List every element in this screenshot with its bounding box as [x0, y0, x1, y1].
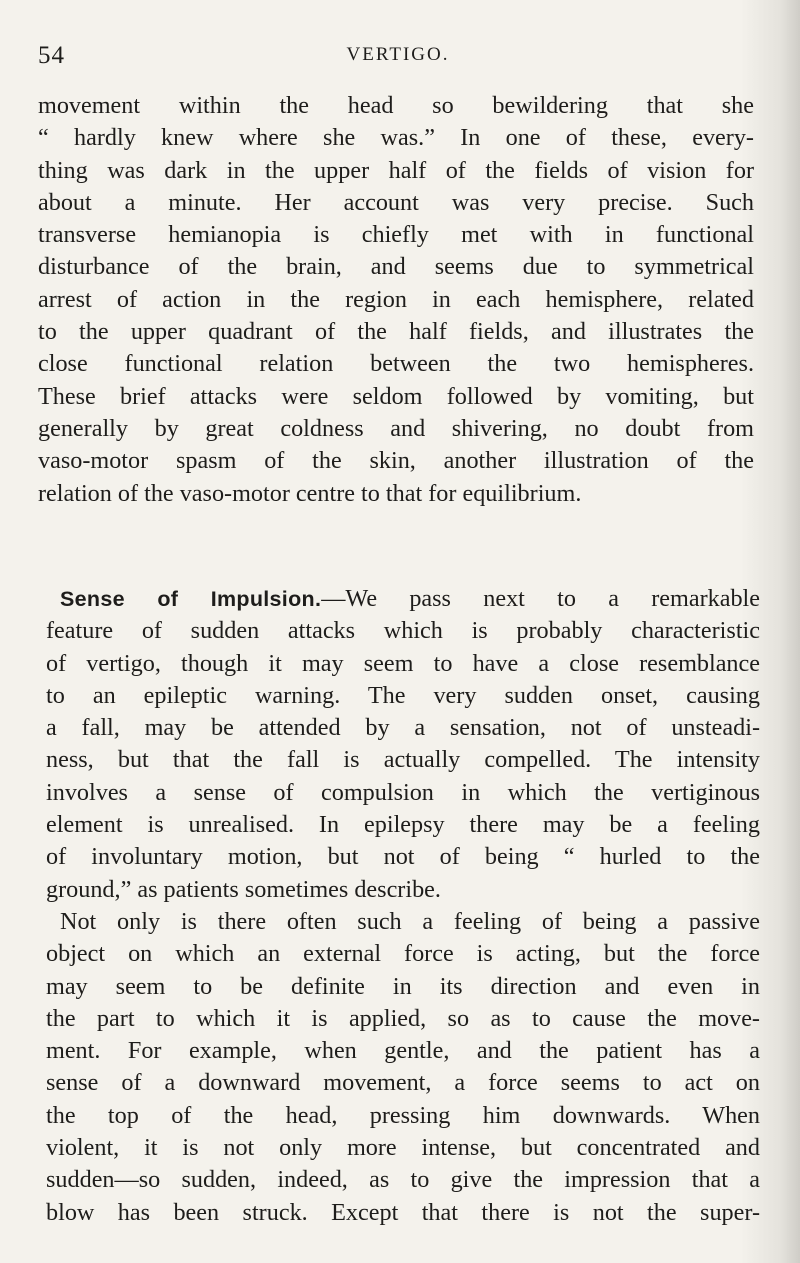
text-line: the part to which it is applied, so as to cause the move- — [46, 1004, 760, 1032]
text-line: movement within the head so bewildering that she — [38, 92, 754, 119]
text-line: may seem to be definite in its direction and even in — [46, 972, 760, 1000]
text-line: sense of a downward movement, a force seems to act on — [46, 1069, 760, 1097]
section-first-line — [46, 583, 760, 615]
text-line: ment. For example, when gentle, and the patient has a — [46, 1037, 760, 1065]
section-sense-of-impulsion — [46, 583, 760, 1229]
running-title: VERTIGO. — [346, 44, 450, 65]
text-line: ground,” as patients sometimes describe. — [46, 875, 441, 903]
text-line: a fall, may be attended by a sensation, not of unsteadi- — [46, 714, 760, 742]
text-line: vaso-motor spasm of the skin, another illustration of the — [38, 447, 754, 475]
text-line: “ hardly knew where she was.” In one of these, every- — [38, 124, 754, 152]
text-line: arrest of action in the region in each hemisphere, related — [38, 285, 754, 313]
paragraph-continued — [38, 90, 754, 510]
text-line: transverse hemianopia is chiefly met with in functional — [38, 221, 754, 249]
text-line: of involuntary motion, but not of being “ hurled to the — [46, 843, 760, 871]
text-line: These brief attacks were seldom followed by vomiting, but — [38, 382, 754, 410]
page-header — [38, 42, 758, 76]
text-line: feature of sudden attacks which is probably characteristic — [46, 617, 760, 645]
text-line: generally by great coldness and shivering, no doubt from — [38, 414, 754, 442]
text-line: thing was dark in the upper half of the fields of vision for — [38, 156, 754, 184]
text-line: the top of the head, pressing him downwards. When — [46, 1101, 760, 1129]
text-line: relation of the vaso-motor centre to that for equilibrium. — [38, 479, 582, 507]
page-number: 54 — [38, 42, 65, 69]
text-line: blow has been struck. Except that there is not the super- — [46, 1198, 760, 1226]
text-line: sudden—so sudden, indeed, as to give the impression that a — [46, 1166, 760, 1194]
text-line: object on which an external force is acting, but the force — [46, 940, 760, 968]
section-first-line-text: —We pass next to a remarkable — [321, 585, 760, 612]
text-line: Not only is there often such a feeling of being a passive — [60, 907, 760, 935]
text-line: violent, it is not only more intense, but concentrated and — [46, 1134, 760, 1162]
text-line: disturbance of the brain, and seems due to symmetrical — [38, 253, 754, 281]
text-line: to an epileptic warning. The very sudden onset, causing — [46, 681, 760, 709]
text-line: involves a sense of compulsion in which the vertiginous — [46, 778, 760, 806]
text-line: close functional relation between the two hemispheres. — [38, 350, 754, 378]
text-line: about a minute. Her account was very precise. Such — [38, 188, 754, 216]
text-line: of vertigo, though it may seem to have a close resemblance — [46, 649, 760, 677]
text-line: to the upper quadrant of the half fields, and illustrates the — [38, 318, 754, 346]
text-line: element is unrealised. In epilepsy there may be a feeling — [46, 811, 760, 839]
text-line: ness, but that the fall is actually compelled. The intensity — [46, 746, 760, 774]
section-heading: Sense of Impulsion. — [60, 587, 322, 611]
